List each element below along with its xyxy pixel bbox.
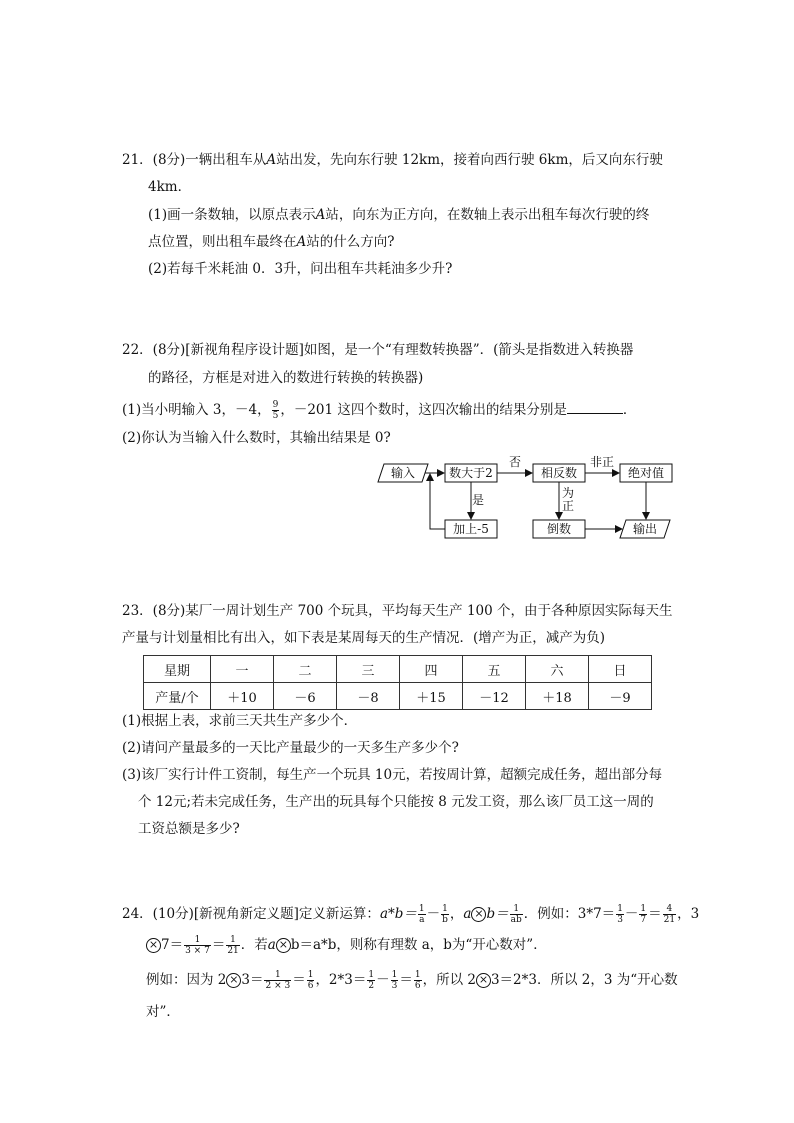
table-cell: 四 [400, 656, 463, 683]
otimes-symbol: × [226, 973, 241, 988]
q24-line2: × 7＝ $\frac{1}{3 \times 7}$ ＝ $\frac{1}{21}$ ．若a × b＝a*b，则称有理数 a，b为“开心数对”． [146, 935, 547, 956]
table-cell: 一 [211, 656, 274, 683]
q23-sub1: (1)根据上表，求前三天共生产多少个． [122, 713, 358, 729]
table-cell: 星期 [144, 656, 211, 683]
fraction: $\frac{9}{5}$ [272, 400, 279, 421]
fraction: $\frac{1}{6}$ [414, 970, 421, 991]
flow-reciprocal-label: 倒数 [546, 522, 572, 536]
q23-sub3-line3: 工资总额是多少? [138, 821, 240, 837]
table-cell: ＋18 [526, 683, 589, 710]
otimes-symbol: × [476, 973, 491, 988]
q24-line4: 对”． [146, 1004, 180, 1020]
table-cell: ＋10 [211, 683, 274, 710]
fraction: $\frac{1}{3}$ [391, 970, 398, 991]
table-cell: －12 [463, 683, 526, 710]
table-cell: －9 [589, 683, 652, 710]
q23-line1: 23．(8分)某厂一周计划生产 700 个玩具，平均每天生产 100 个，由于各种原因实际每天生 [122, 603, 673, 619]
q21-line2: 4km． [148, 179, 192, 195]
fraction: $\frac{1}{3 \times 7}$ [185, 935, 210, 956]
table-cell: 产量/个 [144, 683, 211, 710]
table-cell: 日 [589, 656, 652, 683]
fraction: $\frac{1}{2 \times 3}$ [265, 970, 291, 991]
q21-sub2: (2)若每千米耗油 0．3升，问出租车共耗油多少升? [148, 261, 453, 277]
fraction: $\frac{1}{ab}$ [510, 904, 522, 925]
fraction: $\frac{1}{3}$ [617, 904, 623, 925]
flow-ispositive-label-1: 为 [561, 486, 575, 500]
table-cell: 五 [463, 656, 526, 683]
flow-opposite-label: 相反数 [540, 466, 578, 480]
otimes-symbol: × [146, 938, 161, 953]
otimes-symbol: × [276, 938, 291, 953]
fraction: $\frac{1}{7}$ [640, 904, 647, 925]
q22-sub2: (2)你认为当输入什么数时，其输出结果是 0? [122, 430, 391, 446]
fraction: $\frac{1}{6}$ [307, 970, 314, 991]
table-row [144, 683, 652, 710]
fraction: $\frac{1}{21}$ [227, 935, 239, 956]
otimes-symbol: × [471, 907, 486, 922]
flow-notpositive-label: 非正 [589, 455, 615, 469]
table-cell: －8 [337, 683, 400, 710]
table-cell: 三 [337, 656, 400, 683]
q22-line2: 的路径，方框是对进入的数进行转换的转换器) [148, 370, 424, 386]
flow-input-label: 输入 [390, 466, 416, 480]
q22-line1: 22．(8分)[新视角程序设计题]如图，是一个“有理数转换器”．(箭头是指数进入转换器 [122, 342, 634, 358]
table-cell: 六 [526, 656, 589, 683]
production-table [143, 655, 652, 710]
q21-line1: 21．(8分)一辆出租车从A站出发，先向东行驶 12km，接着向西行驶 6km，后又向东行驶 [122, 152, 663, 168]
converter-flowchart [370, 452, 680, 544]
q24-line1: 24．(10分)[新视角新定义题]定义新运算：a*b＝ $\frac{1}{a}$ － $\frac{1}{b}$ ，a × b＝ $\frac{1}{ab}$ ．例如：3*7＝ $\frac{1}{3}$ － $\frac{1}{7}$ ＝ $\frac{4}{21}$ ，3 [122, 904, 700, 925]
flow-check-label: 数大于2 [449, 466, 493, 480]
q23-sub3-line1: (3)该厂实行计件工资制，每生产一个玩具 10元，若按周计算，超额完成任务，超出部分每 [122, 767, 663, 783]
flow-add-label: 加上-5 [453, 522, 489, 536]
q21-sub1: (1)画一条数轴，以原点表示A站，向东为正方向，在数轴上表示出租车每次行驶的终 [148, 207, 650, 223]
table-cell: 二 [274, 656, 337, 683]
q24-line3: 例如：因为 2 × 3＝ $\frac{1}{2 \times 3}$ ＝ $\frac{1}{6}$ ，2*3＝ $\frac{1}{2}$ － $\frac{1}{3}$ ＝ $\frac{1}{6}$ ，所以 2 × 3＝2*3．所以 2，3 为“开心数 [146, 970, 678, 991]
q23-sub3-line2: 个 12元;若未完成任务，生产出的玩具每个只能按 8 元发工资，那么该厂员工这一周的 [138, 794, 654, 810]
answer-blank [567, 399, 623, 414]
table-header-row [144, 656, 652, 683]
fraction: $\frac{1}{a}$ [418, 904, 425, 925]
flow-yes-label: 是 [471, 493, 485, 507]
q23-line2: 产量与计划量相比有出入，如下表是某周每天的生产情况．(增产为正，减产为负) [122, 630, 606, 646]
flow-abs-label: 绝对值 [627, 466, 665, 480]
flow-ispositive-label-2: 正 [561, 499, 575, 513]
table-cell: －6 [274, 683, 337, 710]
flow-output-label: 输出 [632, 522, 658, 536]
fraction: $\frac{1}{2}$ [368, 970, 375, 991]
q22-sub1: (1)当小明输入 3，－4， $\frac{9}{5}$ ，－201 这四个数时，这四次输出的结果分别是 ． [122, 400, 637, 421]
q23-sub2: (2)请问产量最多的一天比产量最少的一天多生产多少个? [122, 740, 459, 756]
q21-sub1-cont: 点位置，则出租车最终在A站的什么方向? [148, 234, 395, 250]
flow-no-label: 否 [508, 455, 522, 469]
fraction: $\frac{4}{21}$ [663, 904, 676, 925]
table-cell: ＋15 [400, 683, 463, 710]
fraction: $\frac{1}{b}$ [442, 904, 448, 925]
